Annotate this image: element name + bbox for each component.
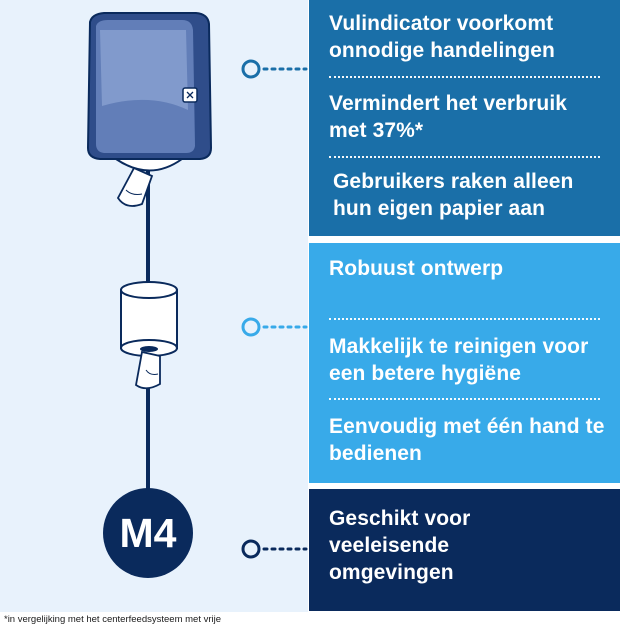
divider bbox=[329, 156, 600, 158]
badge-label: M4 bbox=[119, 510, 177, 556]
feature-text: Vermindert het verbruik met 37%* bbox=[329, 92, 568, 142]
divider bbox=[329, 318, 600, 320]
connector-dot-icon bbox=[240, 316, 310, 338]
divider bbox=[329, 398, 600, 400]
footnote: *in vergelijking met het centerfeedsysteem met vrije bbox=[4, 614, 222, 625]
feature-text: Makkelijk te reinigen voor een betere hygiëne bbox=[329, 335, 589, 385]
connector-dot-icon bbox=[240, 538, 310, 560]
feature-panel-3 bbox=[309, 489, 620, 611]
feature-text: Robuust ontwerp bbox=[329, 257, 504, 280]
feature-text: Gebruikers raken alleen hun eigen papier aan bbox=[333, 170, 574, 220]
feature-panel-2 bbox=[309, 243, 620, 483]
feature-text: Geschikt voor veeleisende omgevingen bbox=[329, 507, 471, 584]
feature-panel-1 bbox=[309, 0, 620, 236]
dispenser-icon bbox=[88, 13, 211, 206]
divider bbox=[329, 76, 600, 78]
feature-text: Eenvoudig met één hand te bedienen bbox=[329, 415, 605, 465]
feature-text: Vulindicator voorkomt onnodige handelingen bbox=[329, 12, 555, 62]
connector-dot-icon bbox=[240, 58, 310, 80]
paper-roll-icon bbox=[121, 282, 177, 388]
